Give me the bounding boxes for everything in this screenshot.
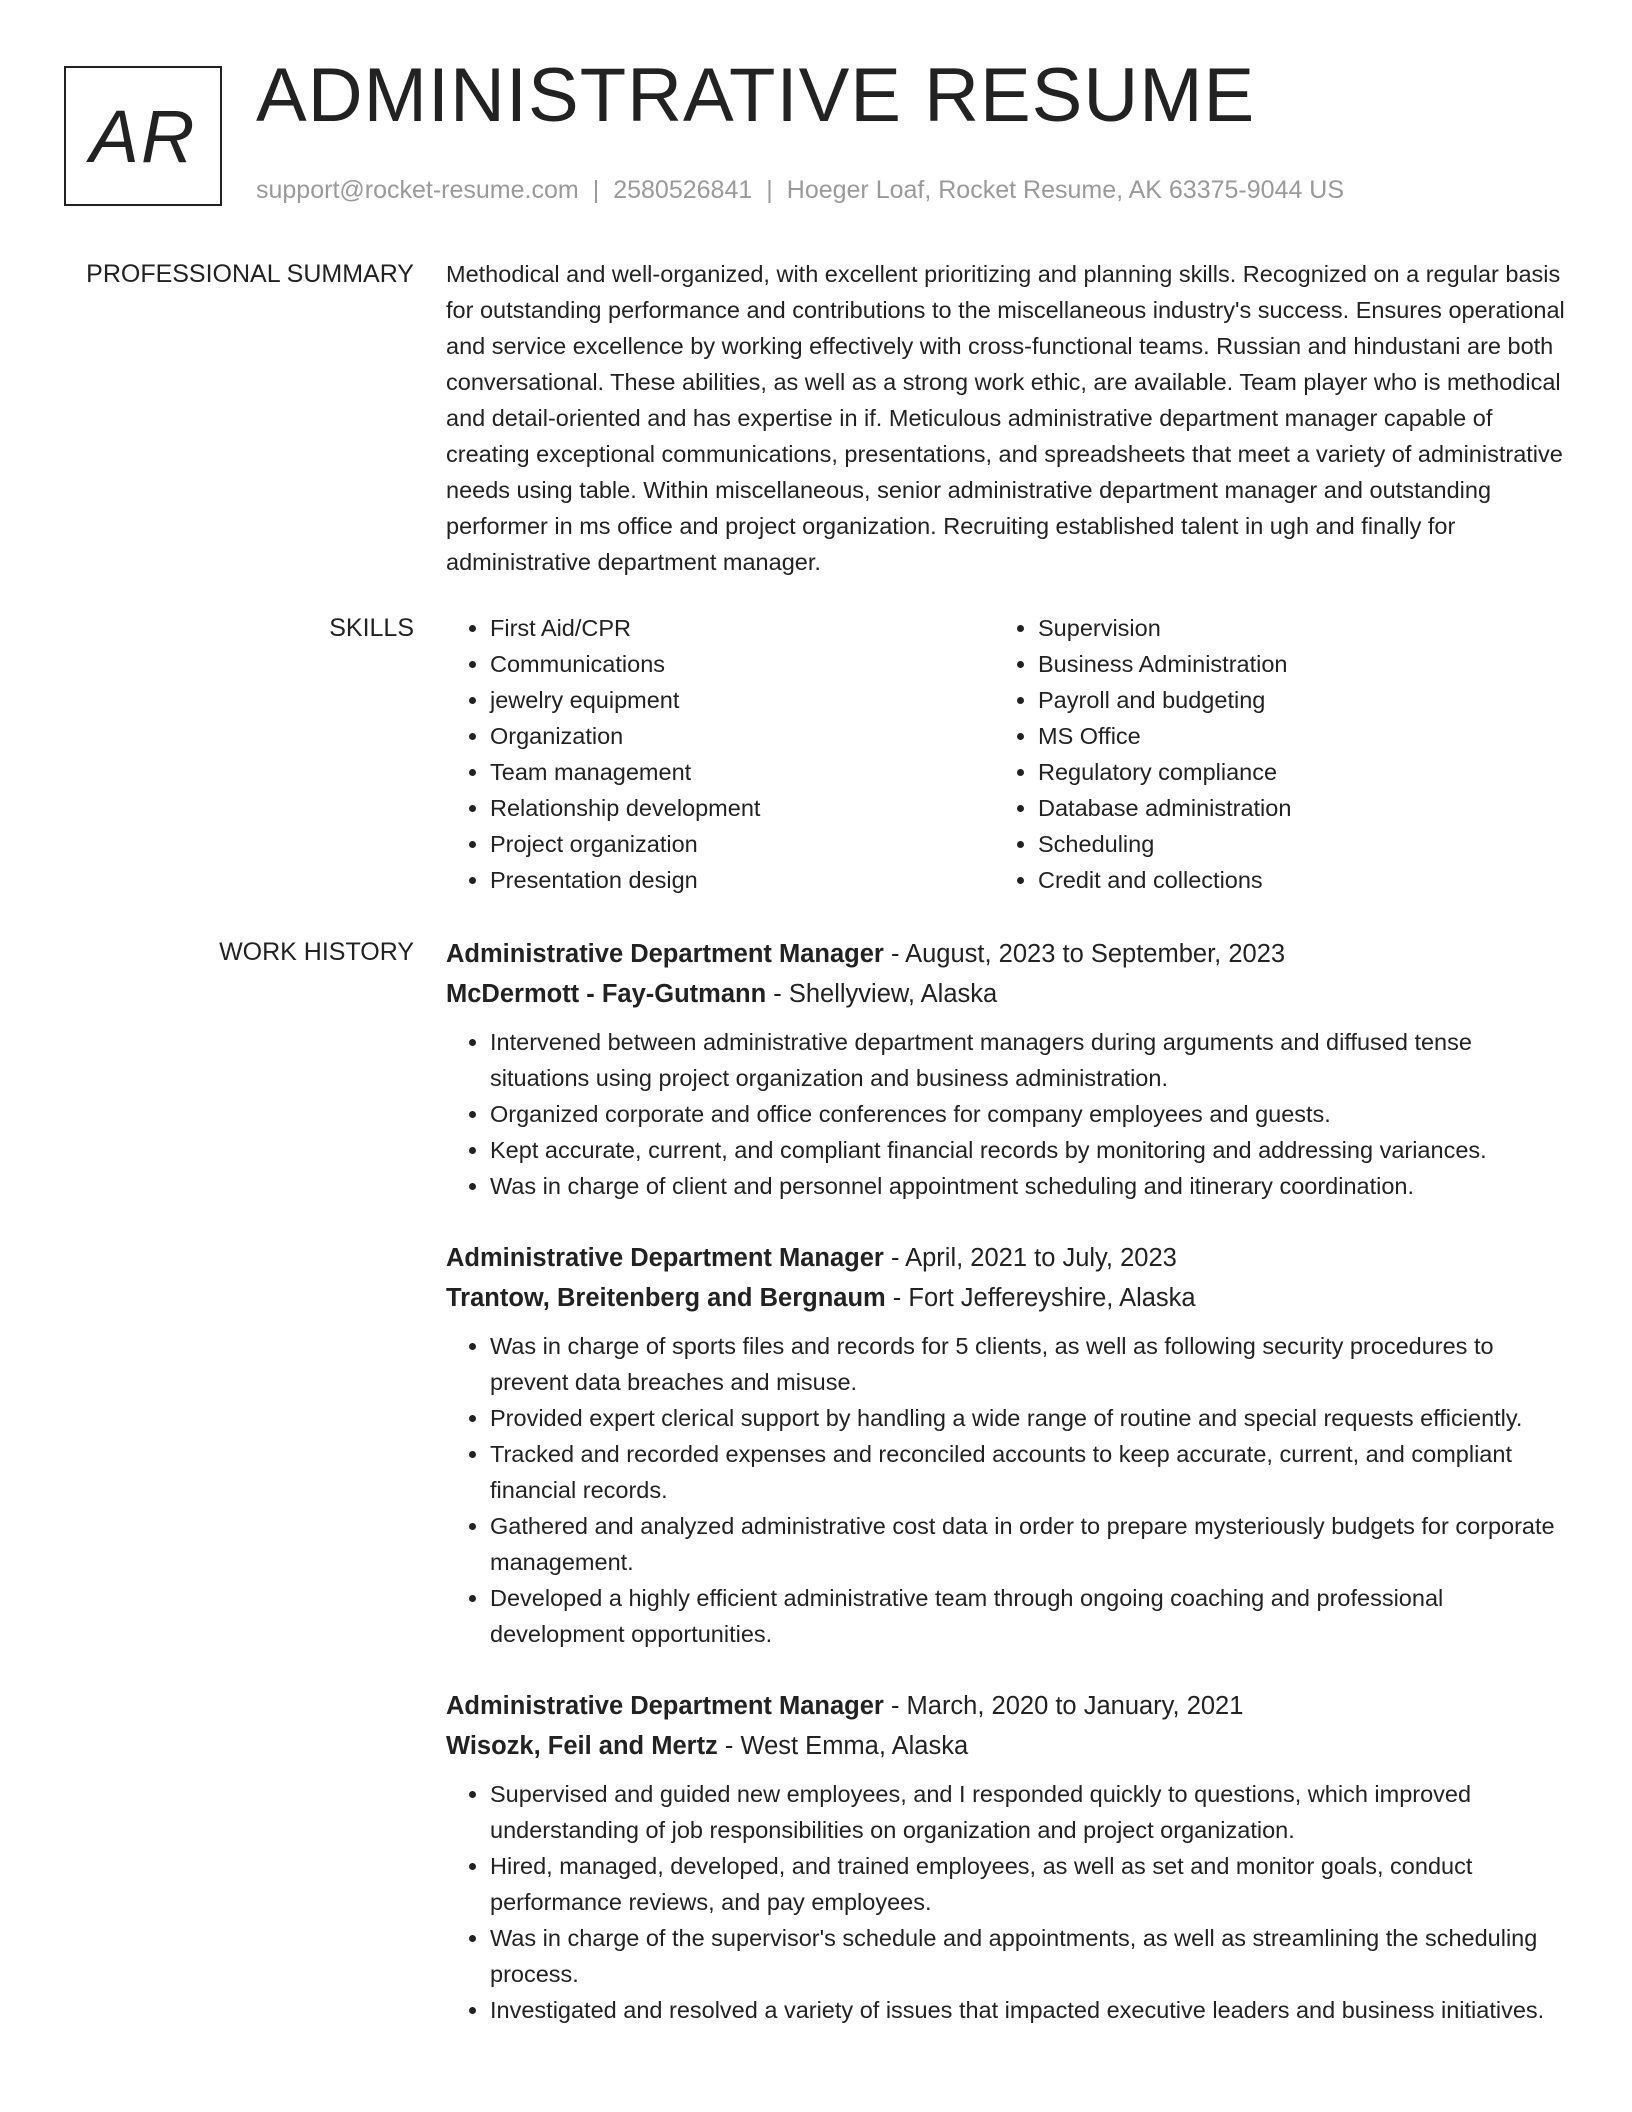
job-bullet: • Developed a highly efficient administrative team through ongoing coaching and professional development opportunities. bbox=[490, 1580, 1566, 1652]
resume-title: ADMINISTRATIVE RESUME bbox=[256, 53, 1256, 138]
job-dates: - August, 2023 to September, 2023 bbox=[883, 940, 1286, 968]
skill-item: • Team management bbox=[490, 754, 994, 790]
job-company-line bbox=[446, 1278, 1566, 1318]
skill-item: • Business Administration bbox=[1038, 646, 1542, 682]
job-bullet: • Kept accurate, current, and compliant financial records by monitoring and addressing variances. bbox=[490, 1132, 1566, 1168]
job-dates: - April, 2021 to July, 2023 bbox=[883, 1244, 1177, 1272]
job-bullets bbox=[446, 1328, 1566, 1652]
job-title: Administrative Department Manager bbox=[446, 1244, 884, 1272]
job-bullets bbox=[446, 1776, 1566, 2028]
job-location: - Fort Jeffereyshire, Alaska bbox=[885, 1284, 1196, 1312]
contact-phone: 2580526841 bbox=[613, 176, 753, 204]
job-entry bbox=[446, 1686, 1566, 2028]
summary-body bbox=[446, 256, 1566, 580]
skill-item: • Project organization bbox=[490, 826, 994, 862]
skills-list-right bbox=[994, 610, 1542, 898]
skill-item: • MS Office bbox=[1038, 718, 1542, 754]
contact-email: support@rocket-resume.com bbox=[256, 176, 579, 204]
skill-item: • Communications bbox=[490, 646, 994, 682]
skill-item: • Database administration bbox=[1038, 790, 1542, 826]
job-bullet: • Organized corporate and office conferences for company employees and guests. bbox=[490, 1096, 1566, 1132]
skill-item: • jewelry equipment bbox=[490, 682, 994, 718]
work-history-body bbox=[446, 934, 1566, 2062]
job-bullet: • Was in charge of sports files and records for 5 clients, as well as following security procedures to prevent data breaches and misuse. bbox=[490, 1328, 1566, 1400]
skills-list-left bbox=[446, 610, 994, 898]
job-entry bbox=[446, 934, 1566, 1204]
skills-heading: SKILLS bbox=[329, 614, 414, 642]
skills-grid bbox=[446, 610, 1566, 898]
job-dates: - March, 2020 to January, 2021 bbox=[883, 1692, 1244, 1720]
job-location: - Shellyview, Alaska bbox=[766, 980, 998, 1008]
skill-item: • Credit and collections bbox=[1038, 862, 1542, 898]
job-company-line bbox=[446, 974, 1566, 1014]
job-bullet: • Hired, managed, developed, and trained employees, as well as set and monitor goals, conduct performance reviews, and pay employees. bbox=[490, 1848, 1566, 1920]
job-title-line bbox=[446, 1686, 1566, 1726]
job-bullet: • Provided expert clerical support by handling a wide range of routine and special requests efficiently. bbox=[490, 1400, 1566, 1436]
job-entry bbox=[446, 1238, 1566, 1652]
skills-body bbox=[446, 610, 1566, 898]
job-bullet: • Gathered and analyzed administrative cost data in order to prepare mysteriously budgets for corporate management. bbox=[490, 1508, 1566, 1580]
job-bullet: • Investigated and resolved a variety of issues that impacted executive leaders and business initiatives. bbox=[490, 1992, 1566, 2028]
job-company: Wisozk, Feil and Mertz bbox=[446, 1732, 718, 1760]
job-title-line bbox=[446, 1238, 1566, 1278]
job-bullets bbox=[446, 1024, 1566, 1204]
skill-item: • Organization bbox=[490, 718, 994, 754]
job-location: - West Emma, Alaska bbox=[717, 1732, 969, 1760]
skill-item: • Regulatory compliance bbox=[1038, 754, 1542, 790]
skill-item: • Supervision bbox=[1038, 610, 1542, 646]
job-title-line bbox=[446, 934, 1566, 974]
skill-item: • First Aid/CPR bbox=[490, 610, 994, 646]
skill-item: • Relationship development bbox=[490, 790, 994, 826]
job-bullet: • Intervened between administrative department managers during arguments and diffused tense situations using project organization and business administration. bbox=[490, 1024, 1566, 1096]
skill-item: • Scheduling bbox=[1038, 826, 1542, 862]
monogram-logo: AR bbox=[64, 66, 222, 206]
job-company: McDermott - Fay-Gutmann bbox=[446, 980, 767, 1008]
work-history-heading: WORK HISTORY bbox=[219, 938, 414, 966]
contact-line bbox=[256, 176, 1344, 205]
contact-address: Hoeger Loaf, Rocket Resume, AK 63375-9044 US bbox=[786, 176, 1345, 204]
job-bullet: • Was in charge of the supervisor's schedule and appointments, as well as streamlining the scheduling process. bbox=[490, 1920, 1566, 1992]
contact-separator: | bbox=[766, 176, 773, 204]
job-company: Trantow, Breitenberg and Bergnaum bbox=[446, 1284, 886, 1312]
job-company-line bbox=[446, 1726, 1566, 1766]
skill-item: • Presentation design bbox=[490, 862, 994, 898]
job-title: Administrative Department Manager bbox=[446, 1692, 884, 1720]
summary-text: Methodical and well-organized, with excellent prioritizing and planning skills. Recognized on a regular basis for outstanding performance and contributions to the miscellaneous industry's success. Ensures operational and service excellence by working effectively with cross-functional teams. Russian and hindustani are both conversational. These abilities, as well as a strong work ethic, are available. Team player who is methodical and detail-oriented and has expertise in if. Meticulous administrative department manager capable of creating exceptional communications, presentations, and spreadsheets that meet a variety of administrative needs using table. Within miscellaneous, senior administrative department manager and outstanding performer in ms office and project organization. Recruiting established talent in ugh and finally for administrative department manager. bbox=[446, 261, 1565, 575]
job-bullet: • Tracked and recorded expenses and reconciled accounts to keep accurate, current, and compliant financial records. bbox=[490, 1436, 1566, 1508]
summary-heading: PROFESSIONAL SUMMARY bbox=[86, 260, 414, 288]
job-bullet: • Was in charge of client and personnel appointment scheduling and itinerary coordination. bbox=[490, 1168, 1566, 1204]
contact-separator: | bbox=[592, 176, 600, 204]
skill-item: • Payroll and budgeting bbox=[1038, 682, 1542, 718]
job-title: Administrative Department Manager bbox=[446, 940, 884, 968]
job-bullet: • Supervised and guided new employees, and I responded quickly to questions, which improved understanding of job responsibilities on organization and project organization. bbox=[490, 1776, 1566, 1848]
